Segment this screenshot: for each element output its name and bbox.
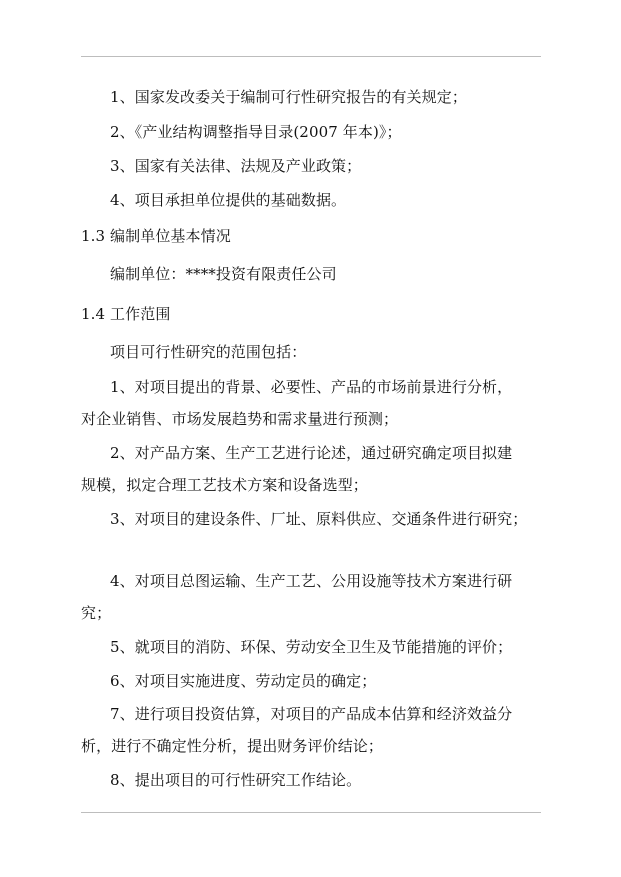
- scope-item-7-line-2: 析，进行不确定性分析，提出财务评价结论；: [81, 737, 384, 755]
- scope-item-3: 3、对项目的建设条件、厂址、原料供应、交通条件进行研究；: [110, 510, 528, 528]
- scope-item-4-line-1: 4、对项目总图运输、生产工艺、公用设施等技术方案进行研: [110, 572, 513, 590]
- scope-item-7-line-1: 7、进行项目投资估算，对项目的产品成本估算和经济效益分: [110, 705, 513, 723]
- header-rule: [81, 56, 541, 57]
- section-heading-1-4: 1.4 工作范围: [81, 305, 171, 323]
- scope-item-2-line-1: 2、对产品方案、生产工艺进行论述，通过研究确定项目拟建: [110, 444, 513, 462]
- scope-item-6: 6、对项目实施进度、劳动定员的确定；: [110, 672, 377, 690]
- scope-item-2-line-2: 规模，拟定合理工艺技术方案和设备选型；: [81, 476, 368, 494]
- scope-intro: 项目可行性研究的范围包括：: [110, 343, 307, 361]
- section-heading-1-3: 1.3 编制单位基本情况: [81, 227, 231, 245]
- scope-item-4-line-2: 究；: [81, 604, 112, 622]
- scope-item-1-line-1: 1、对项目提出的背景、必要性、产品的市场前景进行分析，: [110, 378, 513, 396]
- basis-item-3: 3、国家有关法律、法规及产业政策；: [110, 157, 362, 175]
- basis-item-2: 2、《产业结构调整指导目录(2007 年本)》；: [110, 123, 402, 141]
- scope-item-8: 8、提出项目的可行性研究工作结论。: [110, 771, 362, 789]
- compiling-unit: 编制单位：****投资有限责任公司: [110, 265, 337, 283]
- basis-item-1: 1、国家发改委关于编制可行性研究报告的有关规定；: [110, 88, 467, 106]
- scope-item-1-line-2: 对企业销售、市场发展趋势和需求量进行预测；: [81, 410, 399, 428]
- footer-rule: [81, 812, 541, 813]
- basis-item-4: 4、项目承担单位提供的基础数据。: [110, 191, 347, 209]
- scope-item-5: 5、就项目的消防、环保、劳动安全卫生及节能措施的评价；: [110, 638, 513, 656]
